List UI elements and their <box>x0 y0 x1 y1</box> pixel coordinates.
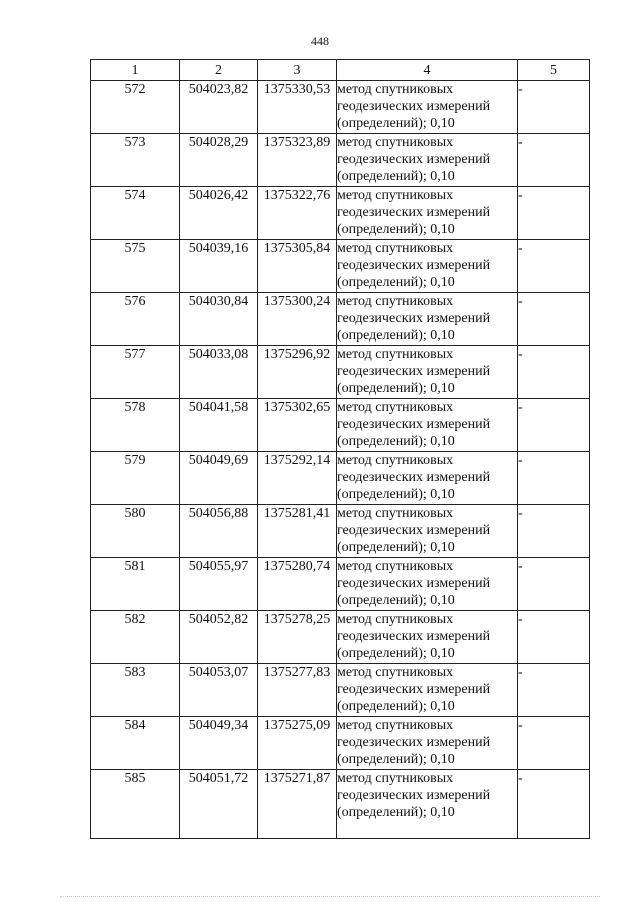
table-row <box>91 505 590 558</box>
table-row <box>91 558 590 611</box>
coordinate-x: 504049,69 <box>180 452 258 505</box>
coordinates-table <box>90 59 590 839</box>
point-number: 585 <box>91 770 180 839</box>
coordinate-y: 1375278,25 <box>258 611 337 664</box>
point-number: 584 <box>91 717 180 770</box>
table-row <box>91 293 590 346</box>
point-number: 580 <box>91 505 180 558</box>
note: - <box>518 240 590 293</box>
table-row <box>91 187 590 240</box>
coordinate-x: 504053,07 <box>180 664 258 717</box>
coordinate-y: 1375330,53 <box>258 81 337 134</box>
table-row <box>91 770 590 839</box>
coordinate-x: 504026,42 <box>180 187 258 240</box>
table-header-row <box>91 60 590 81</box>
column-header-4: 4 <box>337 60 518 81</box>
method-accuracy: метод спутниковых геодезических измерений (определений); 0,10 <box>337 452 518 505</box>
method-accuracy: метод спутниковых геодезических измерений (определений); 0,10 <box>337 134 518 187</box>
point-number: 573 <box>91 134 180 187</box>
method-accuracy: метод спутниковых геодезических измерений (определений); 0,10 <box>337 505 518 558</box>
coordinate-y: 1375275,09 <box>258 717 337 770</box>
point-number: 582 <box>91 611 180 664</box>
column-header-1: 1 <box>91 60 180 81</box>
note: - <box>518 293 590 346</box>
coordinate-y: 1375305,84 <box>258 240 337 293</box>
point-number: 579 <box>91 452 180 505</box>
coordinate-x: 504039,16 <box>180 240 258 293</box>
coordinate-x: 504030,84 <box>180 293 258 346</box>
note: - <box>518 558 590 611</box>
coordinate-x: 504023,82 <box>180 81 258 134</box>
note: - <box>518 505 590 558</box>
coordinate-y: 1375277,83 <box>258 664 337 717</box>
method-accuracy: метод спутниковых геодезических измерений (определений); 0,10 <box>337 187 518 240</box>
table-body <box>91 81 590 839</box>
scan-artifact-dots <box>60 896 600 899</box>
note: - <box>518 81 590 134</box>
coordinate-y: 1375280,74 <box>258 558 337 611</box>
table-row <box>91 611 590 664</box>
note: - <box>518 452 590 505</box>
page-number: 448 <box>311 34 329 48</box>
point-number: 572 <box>91 81 180 134</box>
table-row <box>91 664 590 717</box>
coordinate-y: 1375302,65 <box>258 399 337 452</box>
table-row <box>91 399 590 452</box>
coordinate-x: 504055,97 <box>180 558 258 611</box>
coordinate-x: 504051,72 <box>180 770 258 839</box>
method-accuracy: метод спутниковых геодезических измерений (определений); 0,10 <box>337 81 518 134</box>
method-accuracy: метод спутниковых геодезических измерений (определений); 0,10 <box>337 664 518 717</box>
coordinate-y: 1375292,14 <box>258 452 337 505</box>
table-row <box>91 134 590 187</box>
coordinate-y: 1375296,92 <box>258 346 337 399</box>
column-header-3: 3 <box>258 60 337 81</box>
point-number: 578 <box>91 399 180 452</box>
table-row <box>91 81 590 134</box>
column-header-2: 2 <box>180 60 258 81</box>
column-header-5: 5 <box>518 60 590 81</box>
method-accuracy: метод спутниковых геодезических измерений (определений); 0,10 <box>337 558 518 611</box>
point-number: 576 <box>91 293 180 346</box>
point-number: 581 <box>91 558 180 611</box>
point-number: 575 <box>91 240 180 293</box>
method-accuracy: метод спутниковых геодезических измерений (определений); 0,10 <box>337 611 518 664</box>
note: - <box>518 399 590 452</box>
coordinate-x: 504041,58 <box>180 399 258 452</box>
point-number: 577 <box>91 346 180 399</box>
note: - <box>518 134 590 187</box>
method-accuracy: метод спутниковых геодезических измерений (определений); 0,10 <box>337 770 518 839</box>
table-row <box>91 717 590 770</box>
method-accuracy: метод спутниковых геодезических измерений (определений); 0,10 <box>337 399 518 452</box>
note: - <box>518 611 590 664</box>
point-number: 583 <box>91 664 180 717</box>
point-number: 574 <box>91 187 180 240</box>
table-row <box>91 452 590 505</box>
coordinate-y: 1375323,89 <box>258 134 337 187</box>
note: - <box>518 717 590 770</box>
coordinate-y: 1375281,41 <box>258 505 337 558</box>
note: - <box>518 346 590 399</box>
method-accuracy: метод спутниковых геодезических измерений (определений); 0,10 <box>337 717 518 770</box>
coordinate-y: 1375322,76 <box>258 187 337 240</box>
coordinate-x: 504049,34 <box>180 717 258 770</box>
coordinate-y: 1375300,24 <box>258 293 337 346</box>
table-row <box>91 346 590 399</box>
coordinate-x: 504028,29 <box>180 134 258 187</box>
method-accuracy: метод спутниковых геодезических измерений (определений); 0,10 <box>337 240 518 293</box>
coordinate-x: 504056,88 <box>180 505 258 558</box>
note: - <box>518 664 590 717</box>
note: - <box>518 770 590 839</box>
coordinate-x: 504033,08 <box>180 346 258 399</box>
table-row <box>91 240 590 293</box>
method-accuracy: метод спутниковых геодезических измерений (определений); 0,10 <box>337 346 518 399</box>
note: - <box>518 187 590 240</box>
coordinate-x: 504052,82 <box>180 611 258 664</box>
method-accuracy: метод спутниковых геодезических измерений (определений); 0,10 <box>337 293 518 346</box>
coordinate-y: 1375271,87 <box>258 770 337 839</box>
